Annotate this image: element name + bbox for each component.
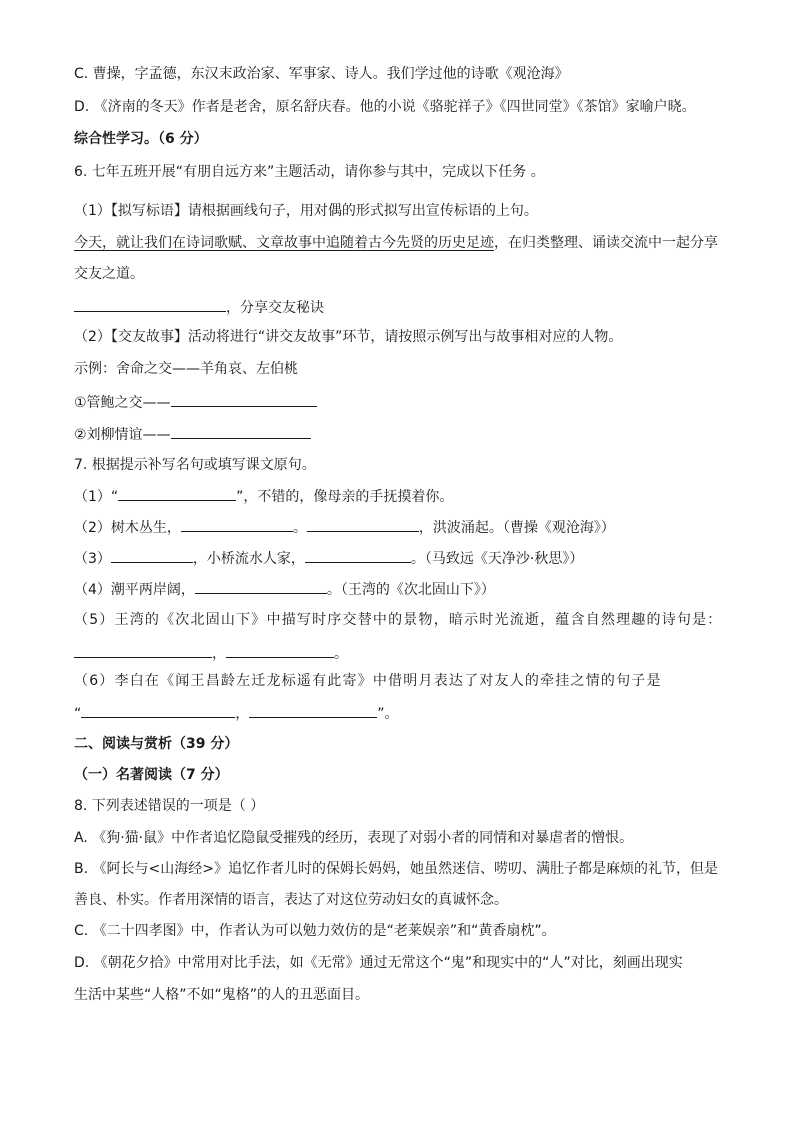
section-2-heading: 二、阅读与赏析（39 分） <box>74 736 239 752</box>
question-8-option-b: B. 《阿长与<山海经>》追忆作者儿时的保姆长妈妈，她虽然迷信、唠叨、满肚子都是麻烦的礼节，但是 <box>74 861 718 877</box>
answer-blank[interactable] <box>249 702 377 718</box>
answer-blank[interactable] <box>305 547 411 563</box>
answer-blank[interactable] <box>74 642 212 658</box>
comprehensive-study-heading: 综合性学习。（6 分） <box>74 131 208 147</box>
question-7-2: （2）树木丛生， 。 ，洪波涌起。（曹操《观沧海》） <box>74 516 615 538</box>
question-8-option-b-cont: 善良、朴实。作者用深情的语言，表达了对这位劳动妇女的真诚怀念。 <box>74 892 508 908</box>
question-8-option-a: A. 《狗·猫·鼠》中作者追忆隐鼠受摧残的经历，表现了对弱小者的同情和对暴虐者的憎恨。 <box>74 830 634 846</box>
question-8-option-d: D. 《朝花夕拾》中常用对比手法，如《无常》通过无常这个“鬼”和现实中的“人”对比，刻画出现实 <box>74 955 683 971</box>
answer-blank[interactable] <box>195 578 327 594</box>
friendship-2-line: ②刘柳情谊—— <box>74 423 311 445</box>
question-7-5-answer: ， 。 <box>74 642 348 664</box>
question-8-option-c: C. 《二十四孝图》中，作者认为可以勉力效仿的是“老莱娱亲”和“黄香扇枕”。 <box>74 923 556 939</box>
example-line: 示例：舍命之交——羊角哀、左伯桃 <box>74 361 298 377</box>
question-7: 7. 根据提示补写名句或填写课文原句。 <box>74 457 316 473</box>
answer-blank[interactable] <box>307 516 419 532</box>
friendship-1-line: ①管鲍之交—— <box>74 391 317 413</box>
underlined-sentence-line: 今天，就让我们在诗词歌赋、文章故事中追随着古今先贤的历史足迹，在归类整理、诵读交流中一起分享 <box>74 235 718 251</box>
answer-blank[interactable] <box>171 391 317 407</box>
question-8-option-d-cont: 生活中某些“人格”不如“鬼格”的人的丑恶面目。 <box>74 987 370 1003</box>
option-c-line: C. 曹操，字孟德，东汉末政治家、军事家、诗人。我们学过他的诗歌《观沧海》 <box>74 66 569 82</box>
question-6-1: （1）【拟写标语】请根据画线句子，用对偶的形式拟写出宣传标语的上句。 <box>74 203 538 219</box>
answer-blank[interactable] <box>111 547 193 563</box>
underlined-sentence-cont: 交友之道。 <box>74 266 144 282</box>
answer-blank[interactable] <box>74 296 226 312</box>
question-6-2: （2）【交友故事】活动将进行“讲交友故事”环节，请按照示例写出与故事相对应的人物。 <box>74 329 623 345</box>
answer-blank[interactable] <box>181 516 293 532</box>
question-7-6: （6）李白在《闻王昌龄左迁龙标遥有此寄》中借明月表达了对友人的牵挂之情的句子是 <box>74 673 662 689</box>
answer-blank[interactable] <box>81 702 235 718</box>
answer-blank[interactable] <box>226 642 334 658</box>
underlined-sentence: 今天，就让我们在诗词歌赋、文章故事中追随着古今先贤的历史足迹 <box>74 235 494 251</box>
subsection-1-heading: （一）名著阅读（7 分） <box>74 767 229 783</box>
answer-blank[interactable] <box>118 485 236 501</box>
question-7-5: （5）王湾的《次北固山下》中描写时序交替中的景物，暗示时光流逝，蕴含自然理趣的诗句是： <box>74 612 723 628</box>
question-6: 6. 七年五班开展“有朋自远方来”主题活动，请你参与其中，完成以下任务 。 <box>74 164 545 180</box>
question-7-1: （1）“ ”，不错的，像母亲的手抚摸着你。 <box>74 485 453 507</box>
question-8: 8. 下列表述错误的一项是（ ） <box>74 798 265 814</box>
question-7-4: （4）潮平两岸阔， 。（王湾的《次北固山下》） <box>74 578 495 600</box>
option-d-line: D. 《济南的冬天》作者是老舍，原名舒庆春。他的小说《骆驼祥子》《四世同堂》《茶馆》家喻户晓。 <box>74 99 696 115</box>
slogan-answer-line: ，分享交友秘诀 <box>74 296 324 318</box>
answer-blank[interactable] <box>171 423 311 439</box>
question-7-3: （3） ，小桥流水人家， 。（马致远《天净沙·秋思》） <box>74 547 583 569</box>
question-7-6-answer: “ ， ”。 <box>74 702 399 724</box>
